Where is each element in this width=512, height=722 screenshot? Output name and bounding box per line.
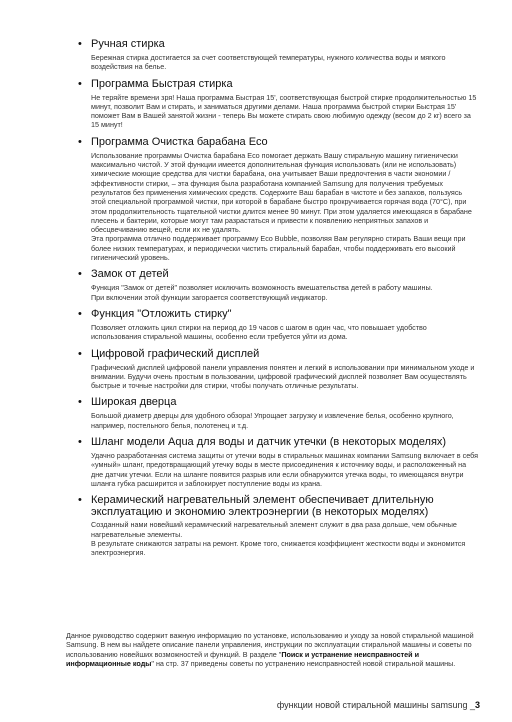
section-delay-end [78,308,478,342]
section-body [91,520,478,557]
paragraph: В результате снижаются затраты на ремонт. Кроме того, снижается коэффициент жесткости воды и экономится электроэнергия. [91,538,466,558]
bullet: • [78,38,82,50]
section-title: Широкая дверца [91,396,177,409]
section-body [91,451,478,488]
paragraph: Позволяет отложить цикл стирки на период до 19 часов с шагом в один час, что повышает удобство использования стиральной машины, особенно если требуется уйти из дома. [91,322,427,342]
section-body [91,53,478,72]
page-footer [277,700,480,710]
bullet: • [78,494,82,507]
section-aqua-hose [78,436,478,488]
section-title: Керамический нагревательный элемент обеспечивает длительную эксплуатацию и экономию электроэнергии (в некоторых моделях) [91,494,434,519]
paragraph: Функция "Замок от детей" позволяет исключить возможность вмешательства детей в работу машины. [91,283,433,293]
manual-intro-note [66,631,478,669]
section-eco-drum-clean [78,136,478,263]
section-title: Шланг модели Aqua для воды и датчик утечки (в некоторых моделях) [91,436,447,449]
bullet: • [78,135,82,148]
section-digital-display [78,348,478,391]
feature-list [78,38,478,563]
note-text: " на стр. 37 приведены советы по устранению неисправностей новой стиральной машины. [151,659,456,669]
section-quick-wash [78,78,478,130]
section-title: Ручная стирка [91,38,165,50]
bullet: • [78,77,82,90]
bullet: • [78,396,82,409]
bullet: • [78,347,82,360]
bullet: • [78,268,82,281]
paragraph: Бережная стирка достигается за счет соответствующей температуры, нужного количества воды и мягкого воздействия на белье. [91,53,446,72]
section-title: Цифровой графический дисплей [91,347,260,360]
section-title: Замок от детей [91,268,169,281]
paragraph: Не теряйте времени зря! Наша программа Быстрая 15', соответствующая быстрой стирке продолжительностью 15 минут, позволит Вам и стирать, и заниматься другими делами. Наша программа быстрой стирки Быстрая 15' поможет Вам в Вашей занятой жизни - теперь Вы можете стирать свою любимую одежду (весом до 2 кг) всего за 15 минут! [91,92,477,130]
section-ceramic-heater [78,494,478,557]
paragraph: Эта программа отлично поддерживает программу Eco Bubble, позволяя Вам регулярно стирать Ваши вещи при более низких температурах, и периодически чистить стиральный барабан, чтобы поддерживать его высокий гигиенический уровень. [91,234,466,263]
bullet: • [78,307,82,320]
section-title: Функция "Отложить стирку" [91,307,232,320]
section-hand-wash [78,38,478,72]
section-child-lock [78,268,478,302]
paragraph: Созданный нами новейший керамический нагревательный элемент служит в два раза дольше, чем обычные нагревательные элементы. [91,520,457,539]
section-title: Программа Быстрая стирка [91,77,233,90]
note-text: Данное руководство содержит важную информацию по установке, использованию и уходу за новой стиральной машиной Samsung. В нем вы найдете описание панели управления, инструкции по эксплуатации стиральной машины и советы по использованию новейших возможностей и функций. В разделе " [66,631,474,659]
troubleshooting-reference: Поиск и устранение неисправностей и информационные коды [66,649,419,669]
page-number: 3 [474,700,480,710]
section-body [91,411,478,430]
section-title: Программа Очистка барабана Eco [91,135,268,148]
section-body [91,93,478,130]
paragraph: Большой диаметр дверцы для удобного обзора! Упрощает загрузку и извлечение белья, особенно крупного, например, постельного белья, полотенец и т.д. [91,411,454,430]
paragraph: При включении этой функции загорается соответствующий индикатор. [91,292,328,302]
section-body [91,151,478,263]
section-wide-door [78,396,478,430]
section-body [91,363,478,391]
section-body [91,283,478,302]
paragraph: Графический дисплей цифровой панели управления понятен и легкий в использовании при минимальном уходе и внимании. Будучи очень простым в пользовании, цифровой графический дисплей позволяет Вам осуществлять быстрые и точные настройки для стирки, чтобы получать отличные результаты. [91,362,475,391]
section-body [91,323,478,342]
footer-label: функции новой стиральной машины samsung _ [276,700,475,710]
bullet: • [78,436,82,449]
paragraph: Удачно разработанная система защиты от утечки воды в стиральных машинах компании Samsung включает в себя «умный» шланг, предотвращающий утечку воды в месте присоединения к источнику воды, и расположенный на дне датчик утечки. Если на шланге появится разрыв или если обнаружится утечка воды, то имеющаяся внутри шланга губка расширится и заблокирует поступление воды из крана. [91,451,478,488]
paragraph: Использование программы Очистка барабана Eco помогает держать Вашу стиральную машину гигиенически максимально чистой. У этой функции имеется дополнительная функция использовать (или не использовать) химические моющие средства для чистки барабана, она учитывает Ваши предпочтения в части экономии / эффективности стирки, – эта функция была разработана компанией Samsung для получения требуемых результатов без применения химических средств. Содержите Ваш барабан в чистоте и без запахов, пользуясь этой специальной программой чистки, при которой в барабане быстро прокручивается горячая вода (70°C), при этом продолжительность тщательной чистки длится менее 90 минут. При этом удаляется имеющаяся в барабане плесень и бактерии, которые могут там разрастаться и привести к появлению неприятных запахов и обесцвечиванию вещей, если их не удалять. [91,150,472,235]
